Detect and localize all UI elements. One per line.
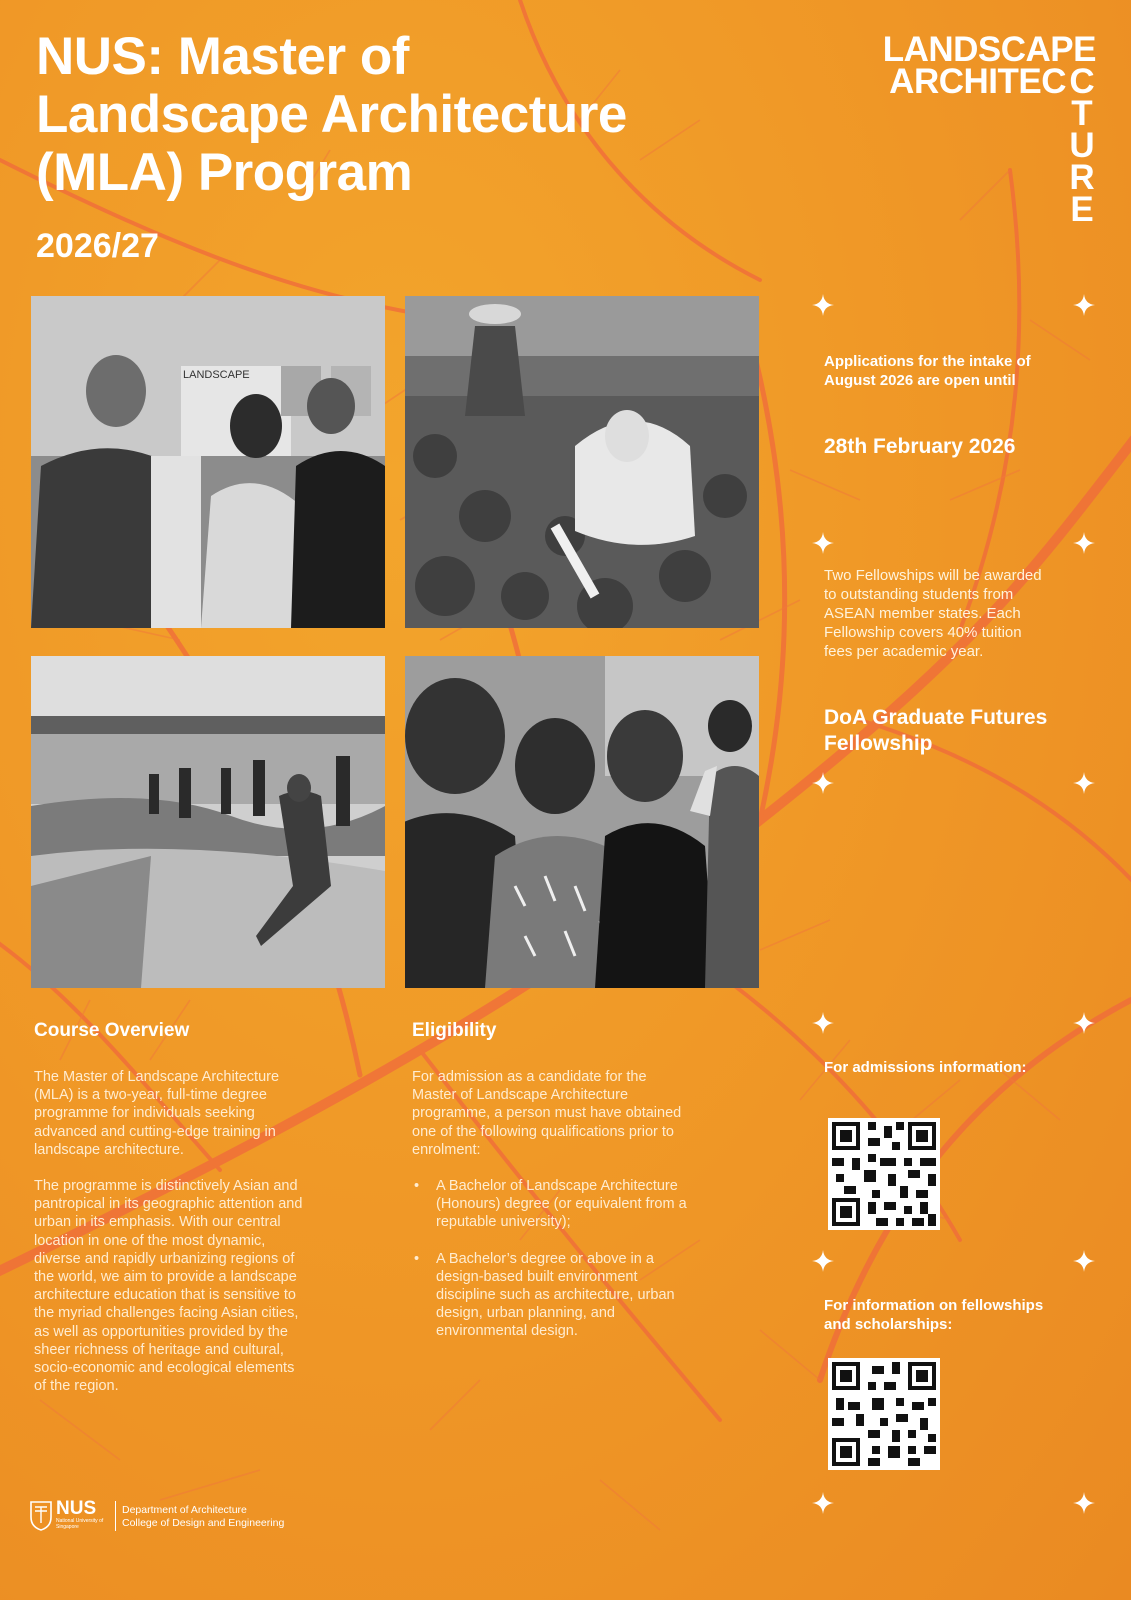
seminar-audience-photo-icon <box>405 656 759 988</box>
wordmark-line-2: ARCHITEC <box>889 62 1066 101</box>
text-line: architecture education that is sensitive to <box>34 1287 296 1304</box>
text-line: • A Bachelor of Landscape Architecture <box>436 1178 678 1195</box>
overview-paragraph-1 <box>34 1068 379 1159</box>
nus-logo[interactable] <box>30 1499 320 1535</box>
text-line: For admission as a candidate for the <box>412 1069 647 1085</box>
text-line: reputable university); <box>436 1214 571 1231</box>
course-overview-body <box>34 1068 379 1395</box>
text-line: urban in its emphasis. With our central <box>34 1214 281 1231</box>
course-overview-heading: Course Overview <box>34 1020 190 1041</box>
text-line: location in one of the most dynamic, <box>34 1232 266 1249</box>
page-title <box>36 28 756 202</box>
department-line: Department of Architecture <box>122 1504 247 1516</box>
applications-intro <box>824 352 1114 390</box>
wordmark-letter: E <box>1070 190 1094 229</box>
wordmark-letter: T <box>1071 94 1093 133</box>
text-line: as well as opportunities provided by the <box>34 1323 288 1340</box>
sparkle-icon <box>812 772 834 794</box>
sparkle-icon <box>812 1492 834 1514</box>
wordmark-letter: C <box>1069 62 1095 101</box>
eligibility-body <box>412 1068 757 1359</box>
logo-divider <box>115 1501 116 1531</box>
text-line: diverse and rapidly urbanizing regions of <box>34 1250 295 1267</box>
qr-code-icon <box>828 1358 940 1470</box>
eligibility-intro <box>412 1068 757 1159</box>
admissions-qr-code[interactable] <box>828 1118 940 1230</box>
text-line: one of the following qualifications prior to <box>412 1123 674 1140</box>
eligibility-item <box>412 1177 757 1232</box>
fellowships-qr-label <box>824 1296 1114 1334</box>
fellowship-description <box>824 566 1114 661</box>
wordmark-vertical <box>1068 62 1096 229</box>
text-line: socio-economic and ecological elements <box>34 1360 295 1377</box>
text-line: sheer richness of heritage and cultural, <box>34 1341 284 1358</box>
fellowship-title-line: DoA Graduate Futures <box>824 706 1048 729</box>
academic-year: 2026/27 <box>36 227 159 265</box>
wordmark-letter: R <box>1069 158 1095 197</box>
eligibility-item <box>412 1250 757 1341</box>
application-deadline: 28th February 2026 <box>824 435 1016 458</box>
sparkle-icon <box>1073 1012 1095 1034</box>
sparkle-icon <box>1073 532 1095 554</box>
text-line: pantropical in its geographic attention and <box>34 1196 303 1213</box>
text-line: the world, we aim to provide a landscape <box>34 1269 297 1286</box>
text-line: The Master of Landscape Architecture <box>34 1069 280 1085</box>
text-line: landscape architecture. <box>34 1141 184 1158</box>
fellowship-line: fees per academic year. <box>824 643 984 660</box>
fellowship-title <box>824 705 1114 757</box>
landscape-architecture-wordmark <box>810 30 1100 266</box>
fellowships-qr-label-line: For information on fellowships <box>824 1297 1044 1314</box>
text-line: design-based built environment <box>436 1268 638 1285</box>
text-line: programme for individuals seeking <box>34 1105 255 1122</box>
farm-fieldwork-photo-icon <box>405 296 759 628</box>
fellowship-line: ASEAN member states. Each <box>824 605 1021 622</box>
fellowships-qr-code[interactable] <box>828 1358 940 1470</box>
text-line: advanced and cutting-edge training in <box>34 1123 276 1140</box>
wetland-site-visit-photo <box>31 656 385 988</box>
sparkle-icon <box>1073 772 1095 794</box>
text-line: environmental design. <box>436 1323 578 1340</box>
wordmark-letter: U <box>1069 126 1095 165</box>
wetland-site-visit-photo-icon <box>31 656 385 988</box>
title-line-2: Landscape Architecture <box>36 85 627 144</box>
sparkle-icon <box>1073 1250 1095 1272</box>
overview-paragraph-2 <box>34 1177 379 1395</box>
text-line: The programme is distinctively Asian and <box>34 1178 298 1195</box>
applications-intro-line: Applications for the intake of <box>824 353 1031 370</box>
text-line: programme, a person must have obtained <box>412 1105 682 1122</box>
applications-intro-line: August 2026 are open until <box>824 372 1016 389</box>
admissions-qr-label: For admissions information: <box>824 1059 1027 1076</box>
exhibition-wall-text: LANDSCAPE <box>183 369 250 381</box>
fellowship-line: to outstanding students from <box>824 586 1014 603</box>
college-line: College of Design and Engineering <box>122 1517 285 1529</box>
sparkle-icon <box>1073 1492 1095 1514</box>
text-line: of the region. <box>34 1378 119 1395</box>
farm-fieldwork-photo <box>405 296 759 628</box>
exhibition-photo <box>31 296 385 628</box>
title-line-3: (MLA) Program <box>36 143 413 202</box>
text-line: (MLA) is a two-year, full-time degree <box>34 1087 267 1104</box>
nus-crest-icon <box>30 1501 52 1531</box>
text-line: • A Bachelor’s degree or above in a <box>436 1250 654 1267</box>
nus-logo-text: NUS <box>56 1498 97 1519</box>
title-line-1: NUS: Master of <box>36 27 409 86</box>
sparkle-icon <box>812 532 834 554</box>
department-name <box>122 1504 284 1530</box>
text-line: design, urban planning, and <box>436 1305 615 1322</box>
fellowship-line: Fellowship covers 40% tuition <box>824 624 1022 641</box>
fellowship-title-line: Fellowship <box>824 732 933 755</box>
text-line: (Honours) degree (or equivalent from a <box>436 1196 687 1213</box>
eligibility-heading: Eligibility <box>412 1020 497 1041</box>
seminar-audience-photo <box>405 656 759 988</box>
text-line: Master of Landscape Architecture <box>412 1087 629 1104</box>
sparkle-icon <box>812 1250 834 1272</box>
text-line: enrolment: <box>412 1141 481 1158</box>
fellowship-line: Two Fellowships will be awarded <box>824 567 1042 584</box>
sparkle-icon <box>1073 294 1095 316</box>
text-line: discipline such as architecture, urban <box>436 1287 675 1304</box>
text-line: the myriad challenges facing Asian cities, <box>34 1305 299 1322</box>
wordmark-line-1: LANDSCAPE <box>882 30 1096 69</box>
eligibility-list <box>412 1177 757 1341</box>
sparkle-icon <box>812 1012 834 1034</box>
fellowships-qr-label-line: and scholarships: <box>824 1316 953 1333</box>
nus-logo-subtext: National University of Singapore <box>56 1518 104 1530</box>
exhibition-photo-icon <box>31 296 385 628</box>
sparkle-icon <box>812 294 834 316</box>
qr-code-icon <box>828 1118 940 1230</box>
